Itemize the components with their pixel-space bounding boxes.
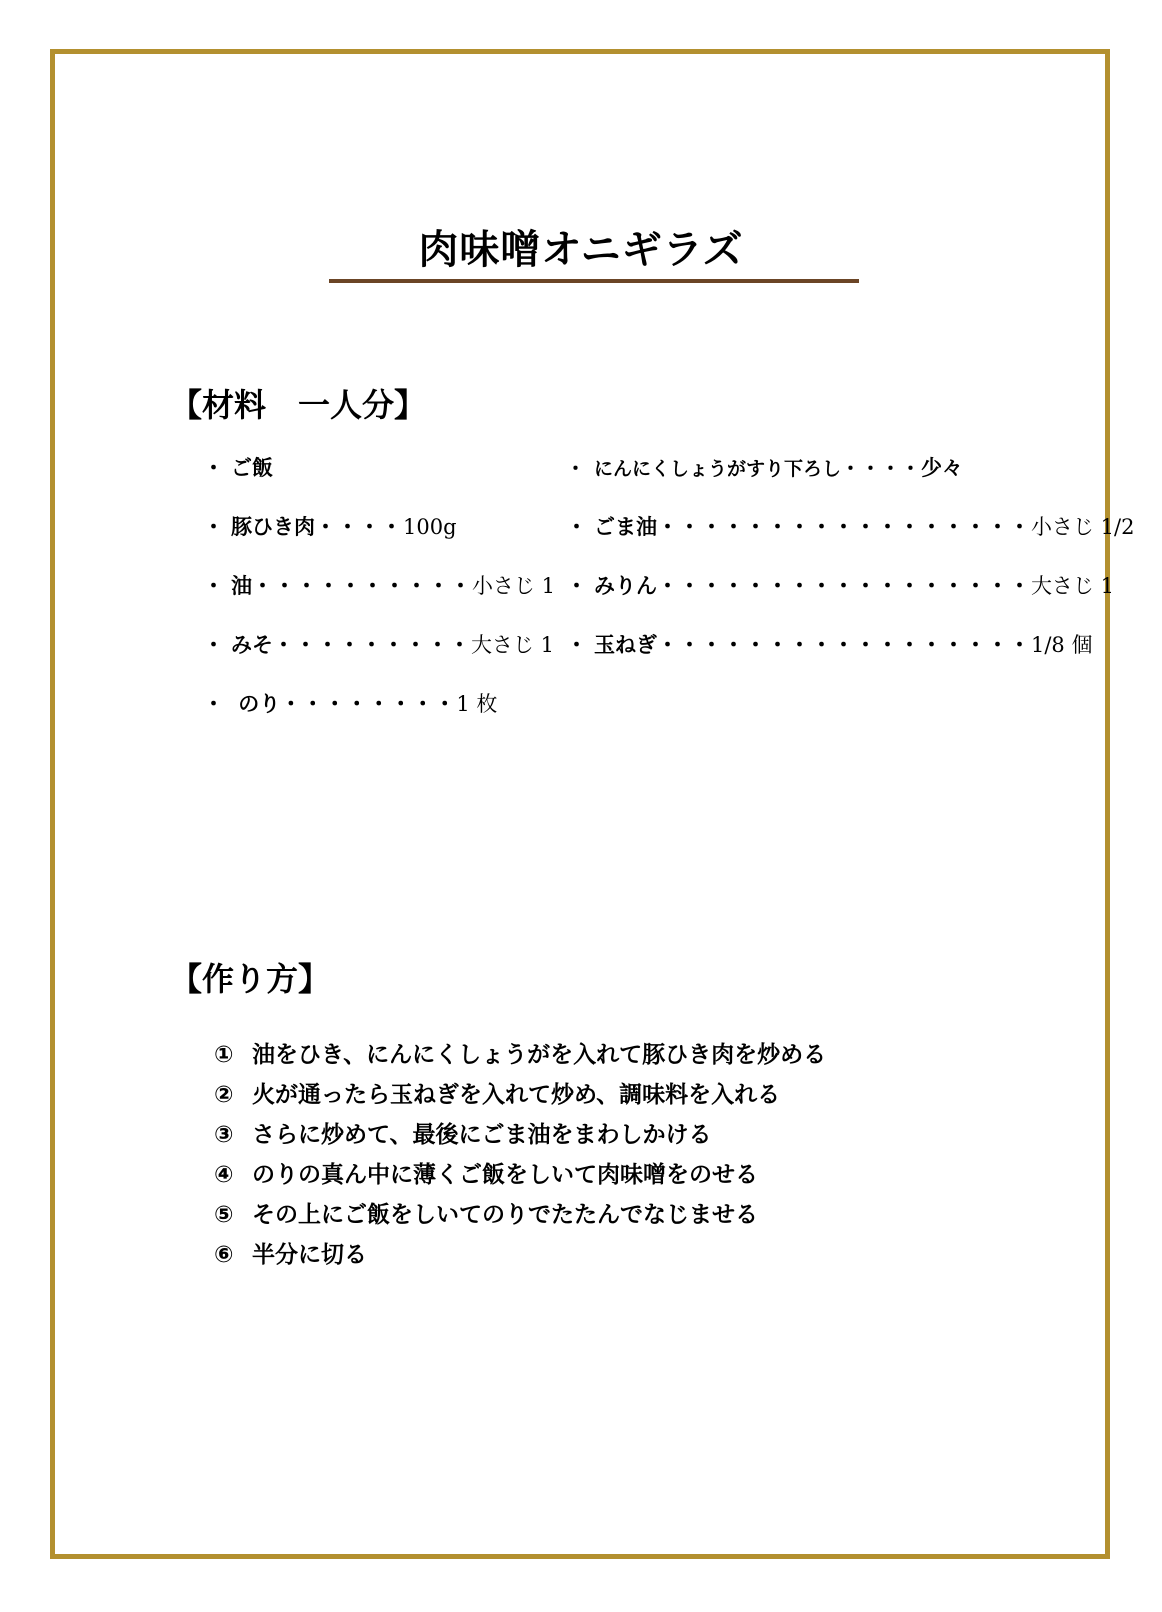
bullet: ・ (203, 574, 224, 598)
ingredient-quantity: 大さじ 1 (471, 633, 555, 657)
step-text: 火が通ったら玉ねぎを入れて炒め、調味料を入れる (252, 1082, 781, 1108)
ingredient-name: ご飯 (231, 456, 273, 480)
step-text: のりの真ん中に薄くご飯をしいて肉味噌をのせる (252, 1162, 758, 1188)
ingredients-heading: 【材料 一人分】 (170, 386, 427, 424)
step-text: その上にご飯をしいてのりでたたんでなじませる (252, 1202, 758, 1228)
step-number: ② (214, 1082, 234, 1108)
leader-dots: ・・・・・・・・・・・・・・・・・ (657, 515, 1031, 539)
leader-dots: ・・・・・・・・・・・・・・・・・ (657, 574, 1031, 598)
step-item (214, 1195, 826, 1235)
ingredient-name: みそ (231, 633, 273, 657)
bullet: ・ (203, 456, 224, 480)
leader-dots: ・・・・・・・・・・ (252, 574, 472, 598)
ingredient-name: のり (231, 692, 281, 716)
leader-dots: ・・・・ (841, 458, 922, 480)
bullet: ・ (203, 633, 224, 657)
step-number: ④ (214, 1162, 234, 1188)
ingredient-item (566, 452, 963, 482)
bullet: ・ (203, 515, 224, 539)
ingredient-item (566, 629, 1092, 659)
bullet: ・ (203, 692, 224, 716)
leader-dots: ・・・・・・・・ (280, 692, 457, 716)
ingredient-quantity: 1/8 個 (1031, 633, 1093, 657)
ingredient-name: にんにくしょうがすり下ろし (594, 458, 842, 480)
step-item (214, 1115, 826, 1155)
step-number: ① (214, 1042, 234, 1068)
ingredient-name: ごま油 (594, 515, 657, 539)
title-underline (329, 279, 859, 283)
step-number: ③ (214, 1122, 234, 1148)
bullet: ・ (566, 458, 586, 480)
step-item (214, 1035, 826, 1075)
bullet: ・ (566, 633, 587, 657)
ingredient-name: 豚ひき肉 (231, 515, 315, 539)
ingredient-item (203, 629, 554, 659)
ingredient-quantity: 大さじ 1 (1031, 574, 1115, 598)
ingredient-name: みりん (594, 574, 657, 598)
ingredient-item (566, 511, 1134, 541)
steps-heading: 【作り方】 (170, 960, 331, 998)
ingredient-quantity: 1 枚 (456, 692, 498, 716)
step-item (214, 1155, 826, 1195)
ingredient-name: 玉ねぎ (594, 633, 657, 657)
ingredient-quantity: 小さじ 1/2 (1031, 515, 1135, 539)
step-text: さらに炒めて、最後にごま油をまわしかける (252, 1122, 712, 1148)
ingredient-quantity: 少々 (921, 456, 964, 480)
ingredient-item (566, 570, 1114, 600)
steps-list (214, 1035, 826, 1275)
step-text: 油をひき、にんにくしょうがを入れて豚ひき肉を炒める (252, 1042, 827, 1068)
bullet: ・ (566, 574, 587, 598)
recipe-title: 肉味噌オニギラズ (418, 227, 744, 273)
step-number: ⑤ (214, 1202, 234, 1228)
step-text: 半分に切る (252, 1242, 367, 1268)
ingredient-name: 油 (231, 574, 252, 598)
ingredient-item (203, 688, 497, 718)
page-border (50, 49, 1110, 1559)
bullet: ・ (566, 515, 587, 539)
ingredient-quantity: 小さじ 1 (472, 574, 556, 598)
step-item (214, 1075, 826, 1115)
ingredient-quantity: 100g (403, 515, 457, 539)
leader-dots: ・・・・・・・・・ (273, 633, 471, 657)
ingredient-item (203, 570, 555, 600)
leader-dots: ・・・・ (315, 515, 403, 539)
step-number: ⑥ (214, 1242, 234, 1268)
ingredient-item (203, 511, 457, 541)
ingredient-item (203, 452, 273, 482)
leader-dots: ・・・・・・・・・・・・・・・・・ (657, 633, 1031, 657)
step-item (214, 1235, 826, 1275)
